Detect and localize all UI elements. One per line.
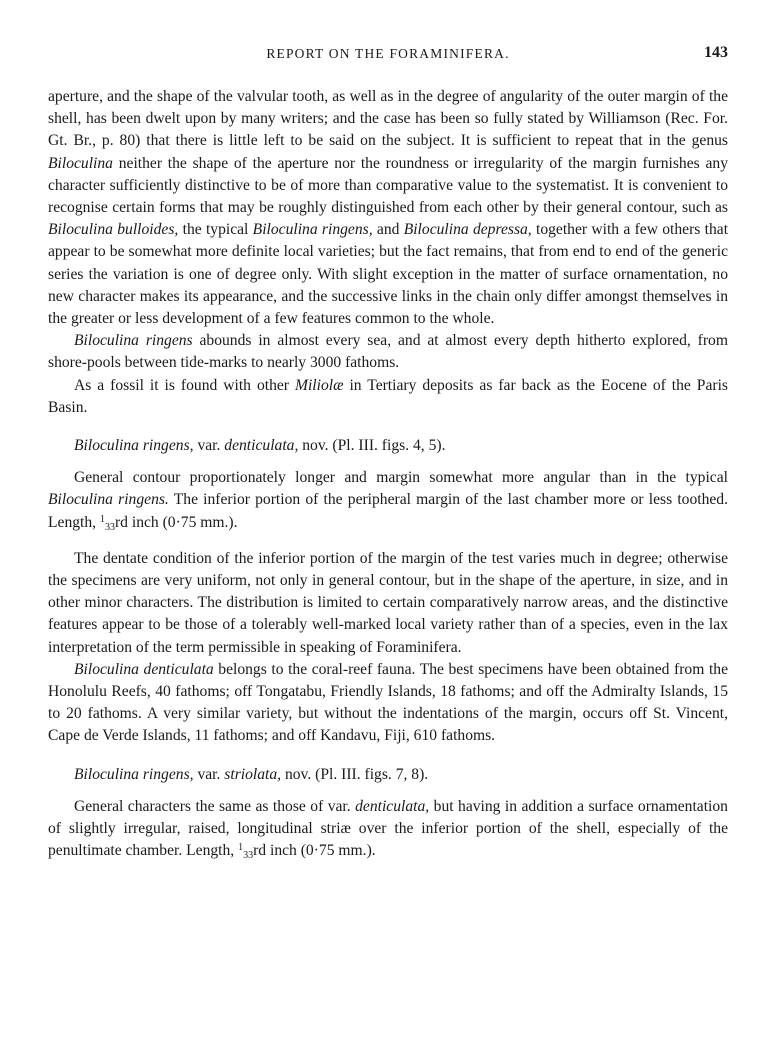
taxon-name: Biloculina bbox=[48, 154, 113, 172]
text-run: belongs to the coral-reef fauna. The best specimens have been obtained from the Honolulu Reefs, 40 fathoms; off Tongatabu, Friendly Islands, 18 fathoms; and off the Admiralty Islands, 15 to 20 fathoms. A very similar variety, but without the indentations of the margin, occurs off St. Vincent, Cape de Verde Islands, 11 fathoms; and off Kandavu, Fiji, 610 fathoms. bbox=[48, 660, 728, 745]
text-run: var. bbox=[193, 437, 225, 455]
page-number: 143 bbox=[704, 44, 728, 61]
text-run: together with a few others that appear to be somewhat more definite local varieties; but the fact remains, that from end to end of the generic series the variation is one of degree only. With slight exception in the matter of surface ornamentation, no new character makes its appearance, and the successive links in the chain only differ amongst themselves in the greater or less development of a few features common to the whole. bbox=[48, 221, 729, 328]
text-run: the typical bbox=[178, 221, 253, 239]
text-run: in Tertiary deposits as far back as the Eocene of the Paris Basin. bbox=[48, 376, 728, 416]
text-run: var. bbox=[193, 765, 225, 783]
taxon-name: Biloculina bulloides, bbox=[48, 221, 179, 239]
taxon-name: Biloculina ringens, bbox=[74, 765, 194, 783]
text-run: nov. (Pl. III. figs. 7, 8). bbox=[281, 765, 429, 783]
taxon-name: denticulata, bbox=[224, 437, 299, 455]
taxon-name: striolata, bbox=[224, 765, 282, 783]
section-heading-denticulata bbox=[48, 435, 728, 457]
paragraph-continuation bbox=[48, 86, 728, 330]
text-run: General contour proportionately longer and margin somewhat more angular than in the typical bbox=[74, 469, 728, 487]
taxon-name: denticulata, bbox=[355, 797, 430, 815]
paragraph-variation bbox=[48, 548, 728, 659]
fraction bbox=[238, 842, 254, 862]
page bbox=[48, 44, 728, 865]
fraction-numerator: 1 bbox=[238, 842, 244, 854]
running-header bbox=[48, 44, 728, 70]
text-run: nov. (Pl. III. figs. 4, 5). bbox=[298, 437, 446, 455]
fraction-denominator: 33 bbox=[104, 521, 115, 533]
taxon-name: Biloculina ringens. bbox=[48, 491, 169, 509]
text-run: As a fossil it is found with other bbox=[74, 376, 295, 394]
running-title: REPORT ON THE FORAMINIFERA. bbox=[266, 46, 510, 61]
text-run: but having in addition a surface ornamentation of slightly irregular, raised, longitudinal striæ over the inferior portion of the shell, especially of the penultimate chamber. Length, bbox=[48, 797, 728, 860]
text-run: The dentate condition of the inferior portion of the margin of the test varies much in degree; otherwise the specimens are very uniform, not only in general contour, but in the shape of the aperture, in size, and in other minor characters. The distribution is limited to certain comparatively narrow areas, and the distinctive features appear to be those of a tolerably well-marked local variety rather than of a species, even in the lax interpretation of the term permissible in speaking of Foraminifera. bbox=[48, 549, 728, 656]
paragraph-description-striolata bbox=[48, 796, 728, 865]
taxon-name: Biloculina ringens, bbox=[74, 437, 194, 455]
taxon-name: Miliolæ bbox=[294, 376, 344, 394]
taxon-name: Biloculina denticulata bbox=[74, 660, 214, 678]
text-run: The inferior portion of the peripheral margin of the last chamber more or less toothed. Length, bbox=[48, 491, 729, 531]
text-run: neither the shape of the aperture nor the roundness or irregularity of the margin furnishes any character sufficiently distinctive to be of more than comparative value to the systematist. It is convenient to recognise certain forms that may be roughly distinguished from each other by their general contour, such as bbox=[48, 154, 728, 217]
fraction bbox=[99, 513, 115, 533]
paragraph-fossil bbox=[48, 375, 728, 419]
taxon-name: Biloculina ringens, bbox=[252, 221, 373, 239]
taxon-name: Biloculina depressa, bbox=[403, 221, 532, 239]
text-run: aperture, and the shape of the valvular tooth, as well as in the degree of angularity of the outer margin of the shell, has been dwelt upon by many writers; and the case has been so fully stated by Williamson (Rec. For. Gt. Br., p. 80) that there is little left to be said on the subject. It is sufficient to repeat that in the genus bbox=[48, 88, 728, 150]
paragraph-fauna bbox=[48, 659, 728, 748]
text-run: and bbox=[372, 221, 404, 239]
fraction-denominator: 33 bbox=[243, 850, 254, 862]
paragraph-description-denticulata bbox=[48, 467, 728, 536]
text-run: rd inch (0·75 mm.). bbox=[253, 842, 376, 860]
fraction-numerator: 1 bbox=[99, 513, 105, 525]
taxon-name: Biloculina ringens bbox=[74, 332, 193, 350]
text-run: General characters the same as those of var. bbox=[74, 797, 356, 815]
paragraph-distribution bbox=[48, 330, 728, 374]
section-heading-striolata bbox=[48, 764, 728, 786]
body-text bbox=[48, 86, 728, 865]
text-run: rd inch (0·75 mm.). bbox=[114, 513, 238, 531]
text-run: abounds in almost every sea, and at almost every depth hitherto explored, from shore-pools between tide-marks to nearly 3000 fathoms. bbox=[48, 332, 728, 372]
